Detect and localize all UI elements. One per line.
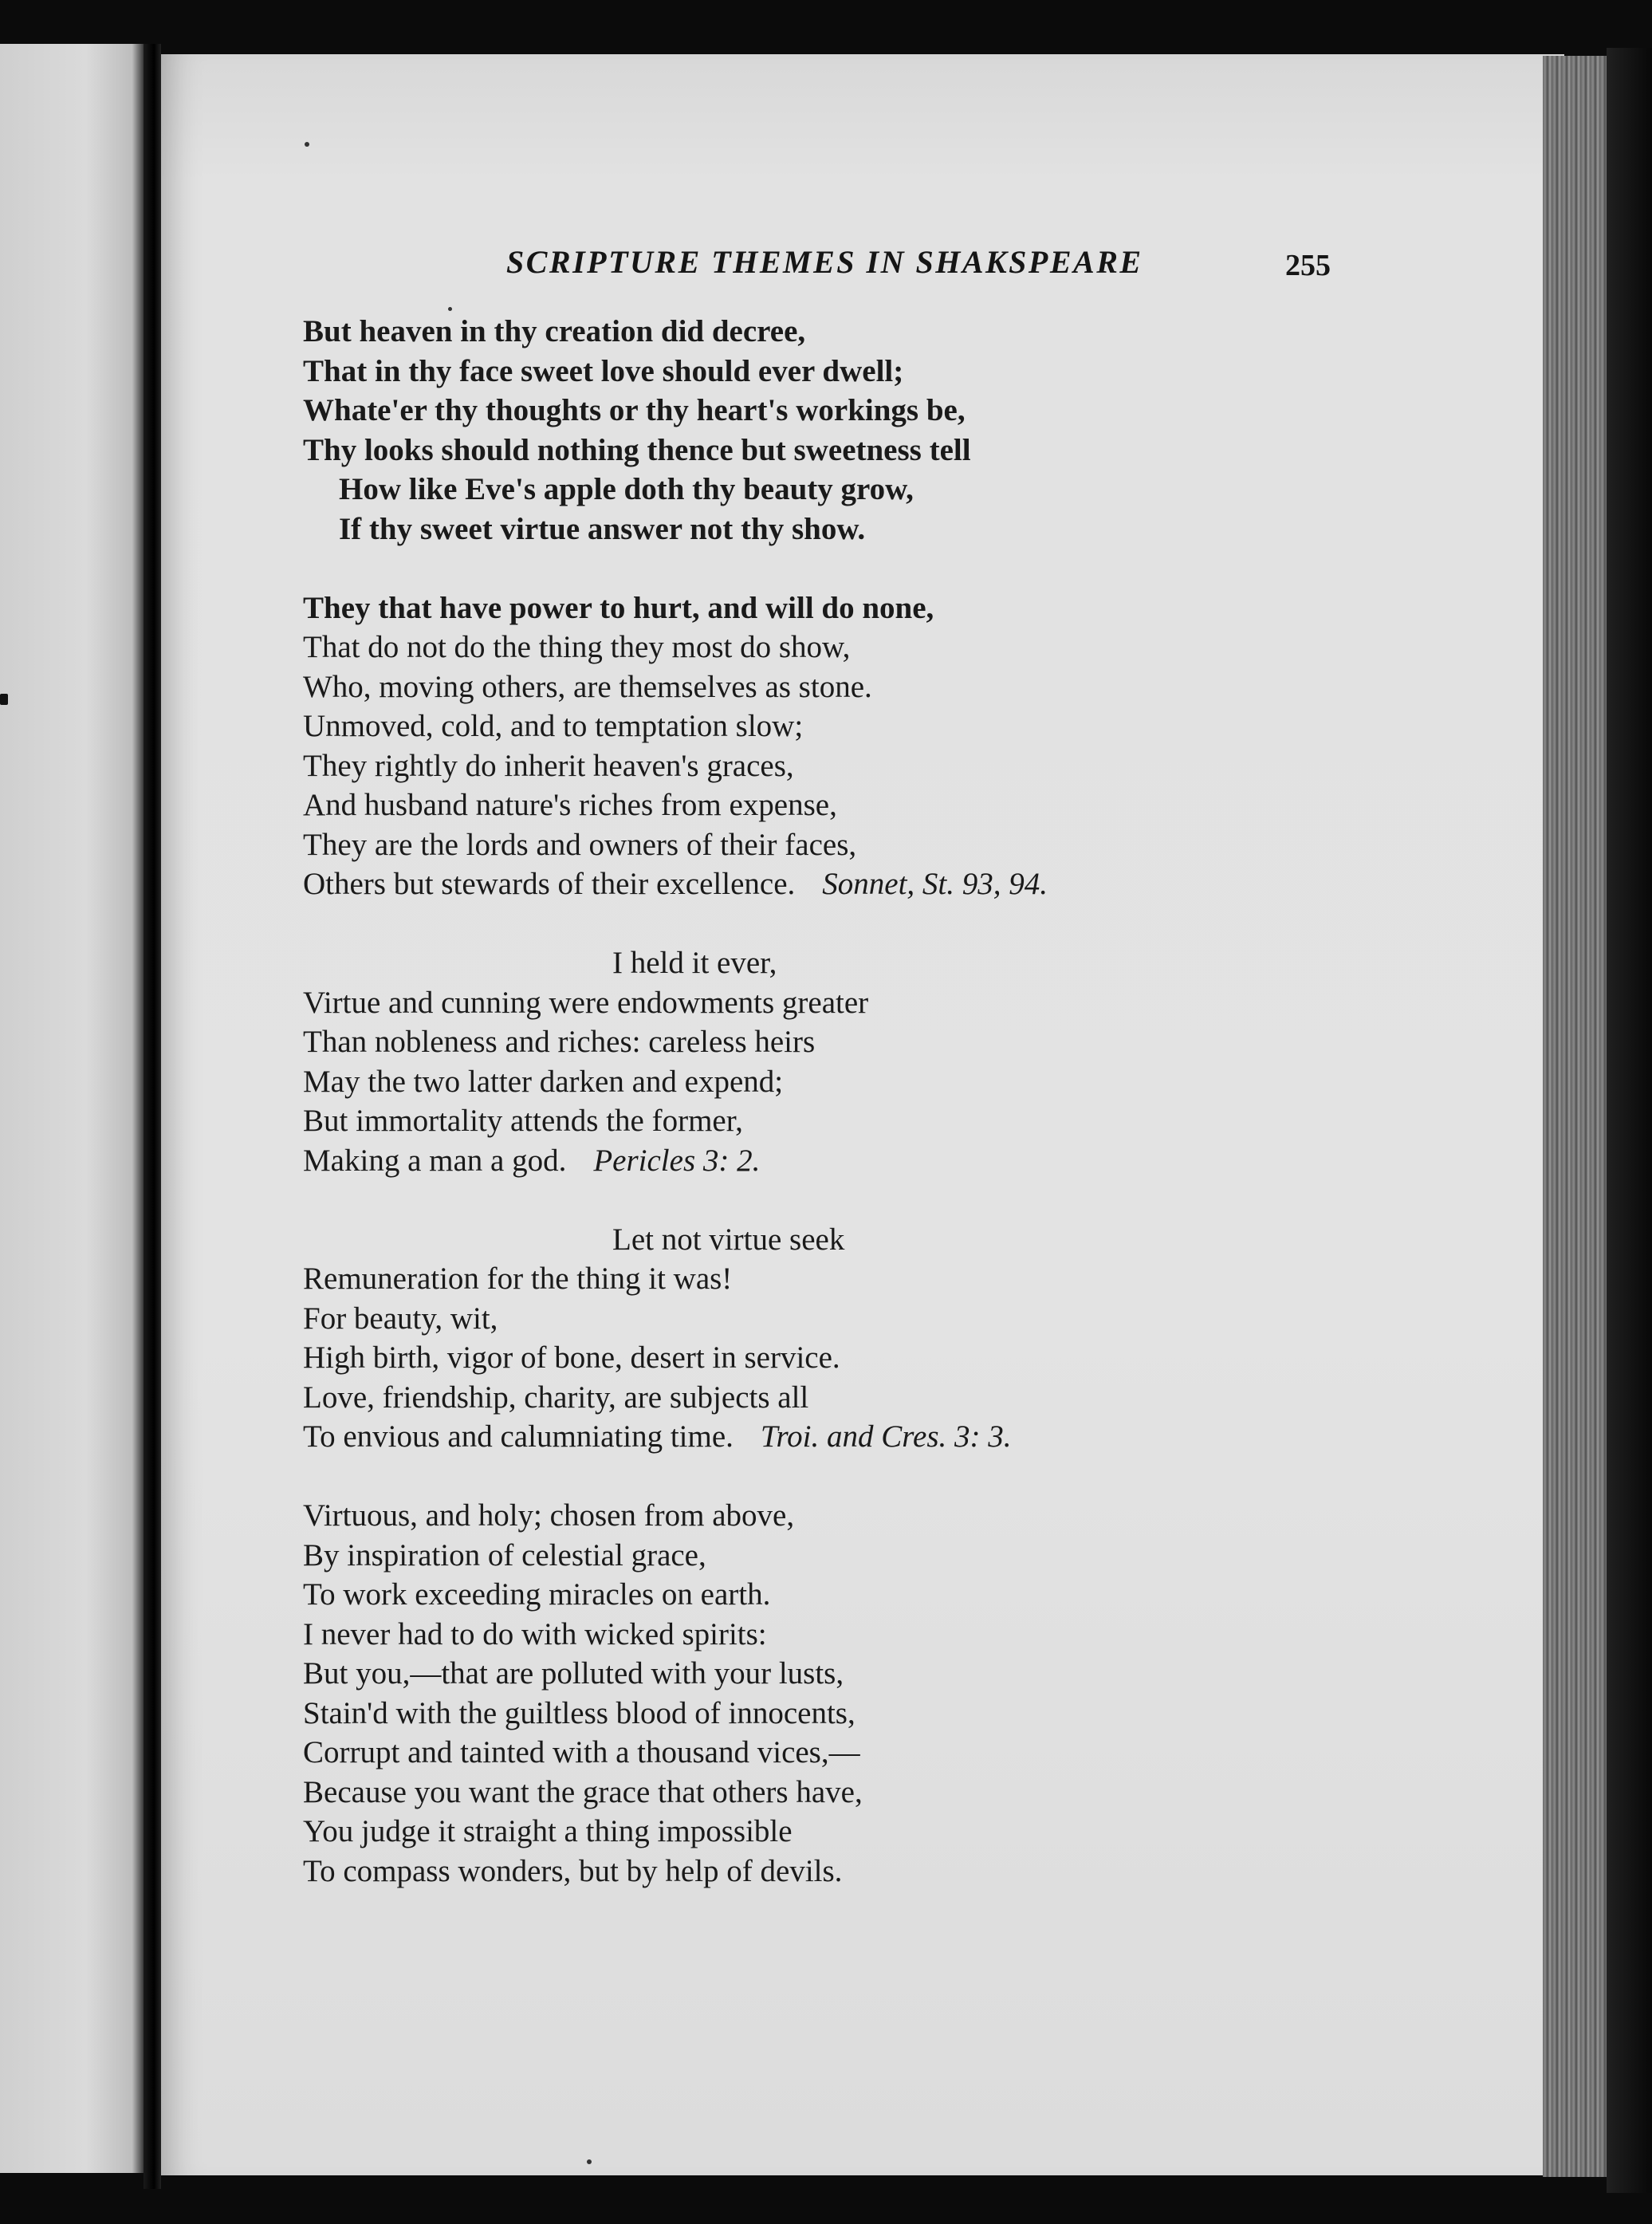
verse-line-with-citation (303, 1141, 1531, 1181)
page-speck (305, 142, 309, 147)
page-speck (587, 2159, 592, 2164)
verse-line: Corrupt and tainted with a thousand vices,— (303, 1735, 860, 1769)
verse-line: For beauty, wit, (303, 1301, 498, 1336)
verse-line: Virtuous, and holy; chosen from above, (303, 1498, 795, 1533)
verse-line: But you,—that are polluted with your lusts, (303, 1656, 844, 1691)
book-cover-edge (1607, 48, 1652, 2193)
verse-line: That do not do the thing they most do show, (303, 630, 851, 664)
citation: Troi. and Cres. 3: 3. (760, 1419, 1012, 1454)
stanza-1 (303, 312, 1531, 549)
verse-line: I held it ever, (612, 946, 777, 980)
left-page-edge (0, 44, 144, 2173)
stanza-4 (303, 1220, 1531, 1457)
verse-line: If thy sweet virtue answer not thy show. (339, 511, 866, 546)
verse-line: I never had to do with wicked spirits: (303, 1616, 767, 1651)
verse-line: Stain'd with the guiltless blood of innocents, (303, 1695, 856, 1730)
left-page-mark (0, 694, 8, 705)
verse-line: But heaven in thy creation did decree, (303, 314, 806, 348)
verse-line: May the two latter darken and expend; (303, 1064, 784, 1099)
verse-line: That in thy face sweet love should ever dwell; (303, 353, 904, 388)
verse-line: But immortality attends the former, (303, 1104, 743, 1138)
page-speck (448, 307, 452, 311)
verse-line: By inspiration of celestial grace, (303, 1537, 706, 1573)
verse-line: Love, friendship, charity, are subjects all (303, 1380, 809, 1415)
verse-line: You judge it straight a thing impossible (303, 1814, 793, 1848)
stanza-3 (303, 943, 1531, 1180)
verse-line: And husband nature's riches from expense, (303, 788, 837, 822)
verse-line-with-citation (303, 1417, 1531, 1457)
verse-line: Because you want the grace that others have, (303, 1774, 863, 1809)
running-title: SCRIPTURE THEMES IN SHAKSPEARE (506, 244, 1143, 280)
page-number: 255 (1285, 249, 1331, 282)
verse-line: They that have power to hurt, and will do none, (303, 590, 934, 625)
verse-line: They rightly do inherit heaven's graces, (303, 748, 794, 783)
citation: Pericles 3: 2. (593, 1143, 761, 1178)
verse-text-span: Making a man a god. (303, 1143, 567, 1178)
verse-line: To work exceeding miracles on earth. (303, 1577, 771, 1612)
page-stack-edge (1543, 56, 1611, 2177)
verse-line: Than nobleness and riches: careless heirs (303, 1025, 816, 1059)
verse-line: High birth, vigor of bone, desert in service. (303, 1340, 840, 1375)
verse-line: Thy looks should nothing thence but sweetness tell (303, 432, 971, 467)
verse-line-with-citation (303, 864, 1531, 904)
verse-line: They are the lords and owners of their faces, (303, 827, 857, 862)
verse-line: Whate'er thy thoughts or thy heart's workings be, (303, 393, 966, 427)
citation: Sonnet, St. 93, 94. (822, 867, 1048, 901)
verse-line: Who, moving others, are themselves as stone. (303, 669, 872, 704)
verse-line: Remuneration for the thing it was! (303, 1262, 733, 1296)
book-gutter (144, 44, 161, 2189)
verse-line: Virtue and cunning were endowments greater (303, 985, 869, 1020)
verse-line: How like Eve's apple doth thy beauty grow, (339, 472, 914, 506)
running-header (0, 243, 1652, 291)
stanza-2 (303, 588, 1531, 904)
verse-text (303, 312, 1531, 1931)
verse-line: Let not virtue seek (612, 1222, 845, 1257)
verse-text-span: To envious and calumniating time. (303, 1419, 734, 1454)
stanza-5 (303, 1496, 1531, 1891)
verse-line: Unmoved, cold, and to temptation slow; (303, 709, 804, 743)
verse-line: To compass wonders, but by help of devils. (303, 1853, 843, 1888)
verse-text-span: Others but stewards of their excellence. (303, 867, 796, 901)
